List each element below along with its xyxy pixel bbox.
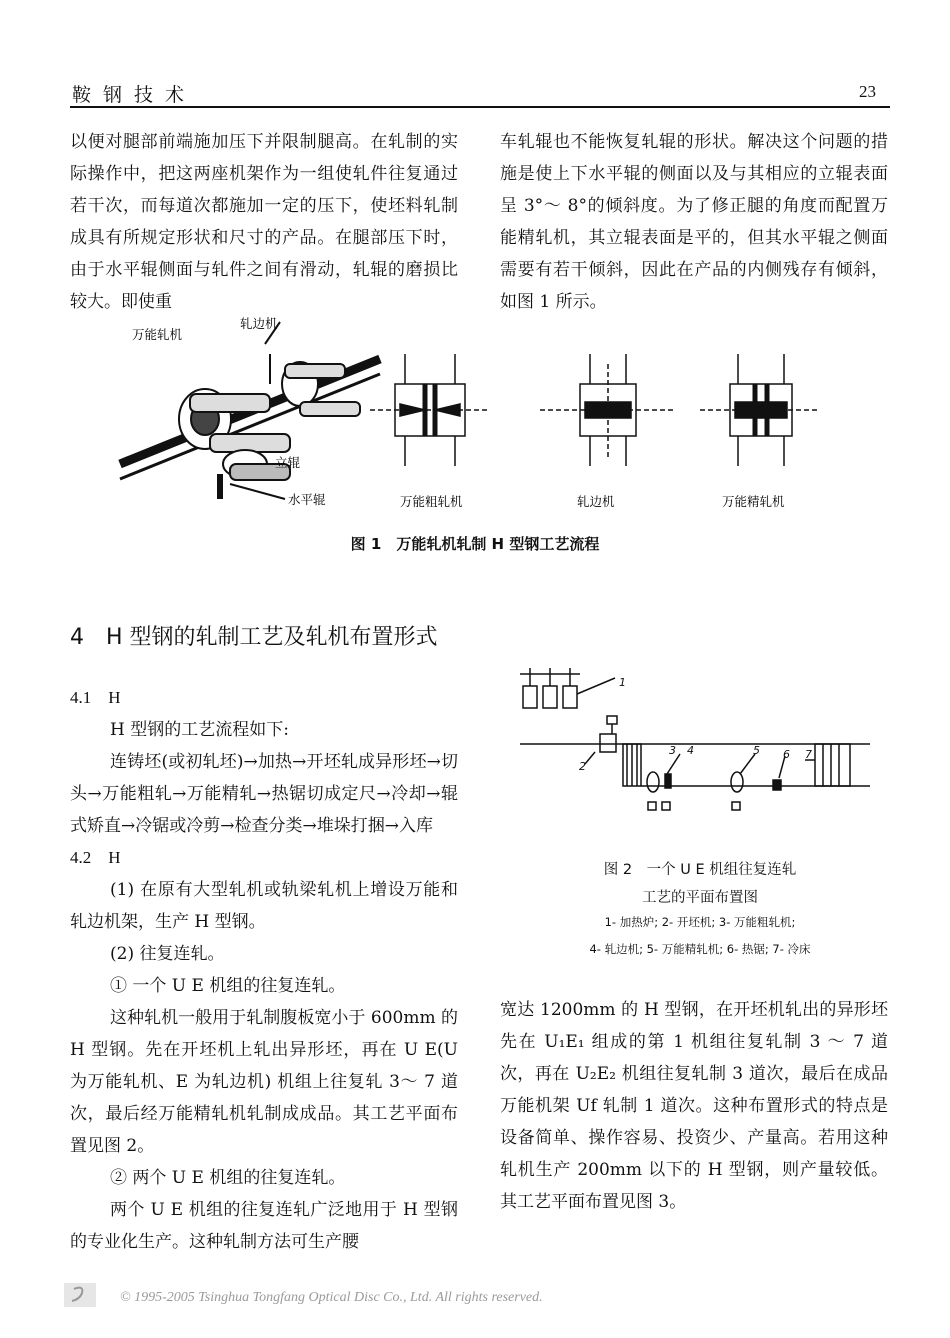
label-rougher: 万能粗轧机 xyxy=(400,494,463,509)
para-4: 这种轧机一般用于轧制腹板宽小于 600mm 的 H 型钢。先在开坯机上轧出异形坯，再在 U E(U 为万能轧机、E 为轧边机) 机组上往复轧 3～ 7 道次，最后经万能精轧机轧制成成品。其工艺平面布置见图 2。 xyxy=(70,1008,458,1156)
bottom-left-column xyxy=(70,682,458,1258)
top-left-paragraph xyxy=(70,126,458,318)
fig2-num-4: 4 xyxy=(687,744,694,757)
rolling-line xyxy=(520,716,870,810)
figure-1-caption: 图 1 万能轧机轧制 H 型钢工艺流程 xyxy=(350,535,600,553)
label-vertical-roll: 立辊 xyxy=(275,455,301,470)
process-flow: 连铸坯(或初轧坯)→加热→开坯轧成异形坯→切头→万能粗轧→万能精轧→热锯切成定尺→冷却→辊式矫直→冷锯或冷剪→检查分类→堆垛打捆→入库 xyxy=(70,752,458,836)
para-2: (2) 往复连轧。 xyxy=(110,944,225,964)
label-horizontal-roll: 水平辊 xyxy=(288,492,326,507)
figure-2-caption-line-1: 图 2 一个 U E 机组往复连轧 xyxy=(603,862,797,878)
journal-title: 鞍钢技术 xyxy=(72,84,197,106)
section-heading: 4 H 型钢的轧制工艺及轧机布置形式 xyxy=(70,625,438,650)
mill-sketch xyxy=(120,322,380,499)
bottom-right-paragraph xyxy=(500,994,888,1218)
figure-1-illustration xyxy=(70,314,890,524)
section-edger xyxy=(540,354,675,466)
subsection-4-2: 4.2 H xyxy=(70,848,121,867)
label-edger: 轧边机 xyxy=(577,494,615,509)
label-edger-top: 轧边机 xyxy=(240,316,278,331)
figure-2-caption-line-2: 工艺的平面布置图 xyxy=(642,890,758,906)
para-5: ② 两个 U E 机组的往复连轧。 xyxy=(110,1168,346,1188)
fig2-num-6: 6 xyxy=(783,748,790,761)
fig2-num-2: 2 xyxy=(579,760,586,773)
page-number: 23 xyxy=(859,82,876,101)
para-3: ① 一个 U E 机组的往复连轧。 xyxy=(110,976,346,996)
top-right-paragraph xyxy=(500,126,888,318)
fig2-num-7: 7 xyxy=(805,748,812,761)
flow-intro: H 型钢的工艺流程如下: xyxy=(110,720,289,740)
figure-2-legend-line-1: 1- 加热炉; 2- 开坯机; 3- 万能粗轧机; xyxy=(604,915,796,929)
para-6: 两个 U E 机组的往复连轧广泛地用于 H 型钢的专业化生产。这种轧制方法可生产腰 xyxy=(70,1200,458,1252)
header-rule xyxy=(70,106,890,108)
section-finisher xyxy=(700,354,820,466)
subsection-4-1: 4.1 H xyxy=(70,688,121,707)
fig2-num-5: 5 xyxy=(753,744,760,757)
top-left-text: 以便对腿部前端施加压下并限制腿高。在轧制的实际操作中，把这两座机架作为一组使轧件往复通过若干次，而每道次都施加一定的压下，使坯料轧制成具有所规定形状和尺寸的产品。在腿部压下时，由于水平辊侧面与轧件之间有滑动，轧辊的磨损比较大。即使重 xyxy=(70,132,458,312)
para-1: (1) 在原有大型轧机或轨梁轧机上增设万能和轧边机架，生产 H 型钢。 xyxy=(70,880,458,932)
furnace-group xyxy=(520,668,615,708)
copyright-notice: © 1995-2005 Tsinghua Tongfang Optical Disc Co., Ltd. All rights reserved. xyxy=(120,1290,543,1305)
section-rougher xyxy=(370,354,490,466)
fig2-num-1: 1 xyxy=(619,676,626,689)
fig2-num-3: 3 xyxy=(669,744,676,757)
figure-2-legend-line-2: 4- 轧边机; 5- 万能精轧机; 6- 热锯; 7- 冷床 xyxy=(589,942,811,956)
label-universal-mill: 万能轧机 xyxy=(132,327,183,342)
publisher-logo-icon xyxy=(64,1283,96,1307)
bottom-right-text: 宽达 1200mm 的 H 型钢，在开坯机轧出的异形坯先在 U₁E₁ 组成的第 1 机组往复轧制 3 ～ 7 道次，再在 U₂E₂ 机组往复轧制 3 道次，最后在成品万能机架 Uf 轧制 1 道次。这种布置形式的特点是设备简单、操作容易、投资少、产量高。若用这种轧机生产 200mm 以下的 H 型钢，则产量较低。其工艺平面布置见图 3。 xyxy=(500,1000,888,1212)
figure-2-layout xyxy=(515,664,875,824)
top-right-text: 车轧辊也不能恢复轧辊的形状。解决这个问题的措施是使上下水平辊的侧面以及与其相应的立辊表面呈 3°～ 8°的倾斜度。为了修正腿的角度而配置万能精轧机，其立辊表面是平的，但其水平辊之侧面需要有若干倾斜，因此在产品的内侧残存有倾斜，如图 1 所示。 xyxy=(500,132,888,312)
label-finisher: 万能精轧机 xyxy=(722,494,785,509)
